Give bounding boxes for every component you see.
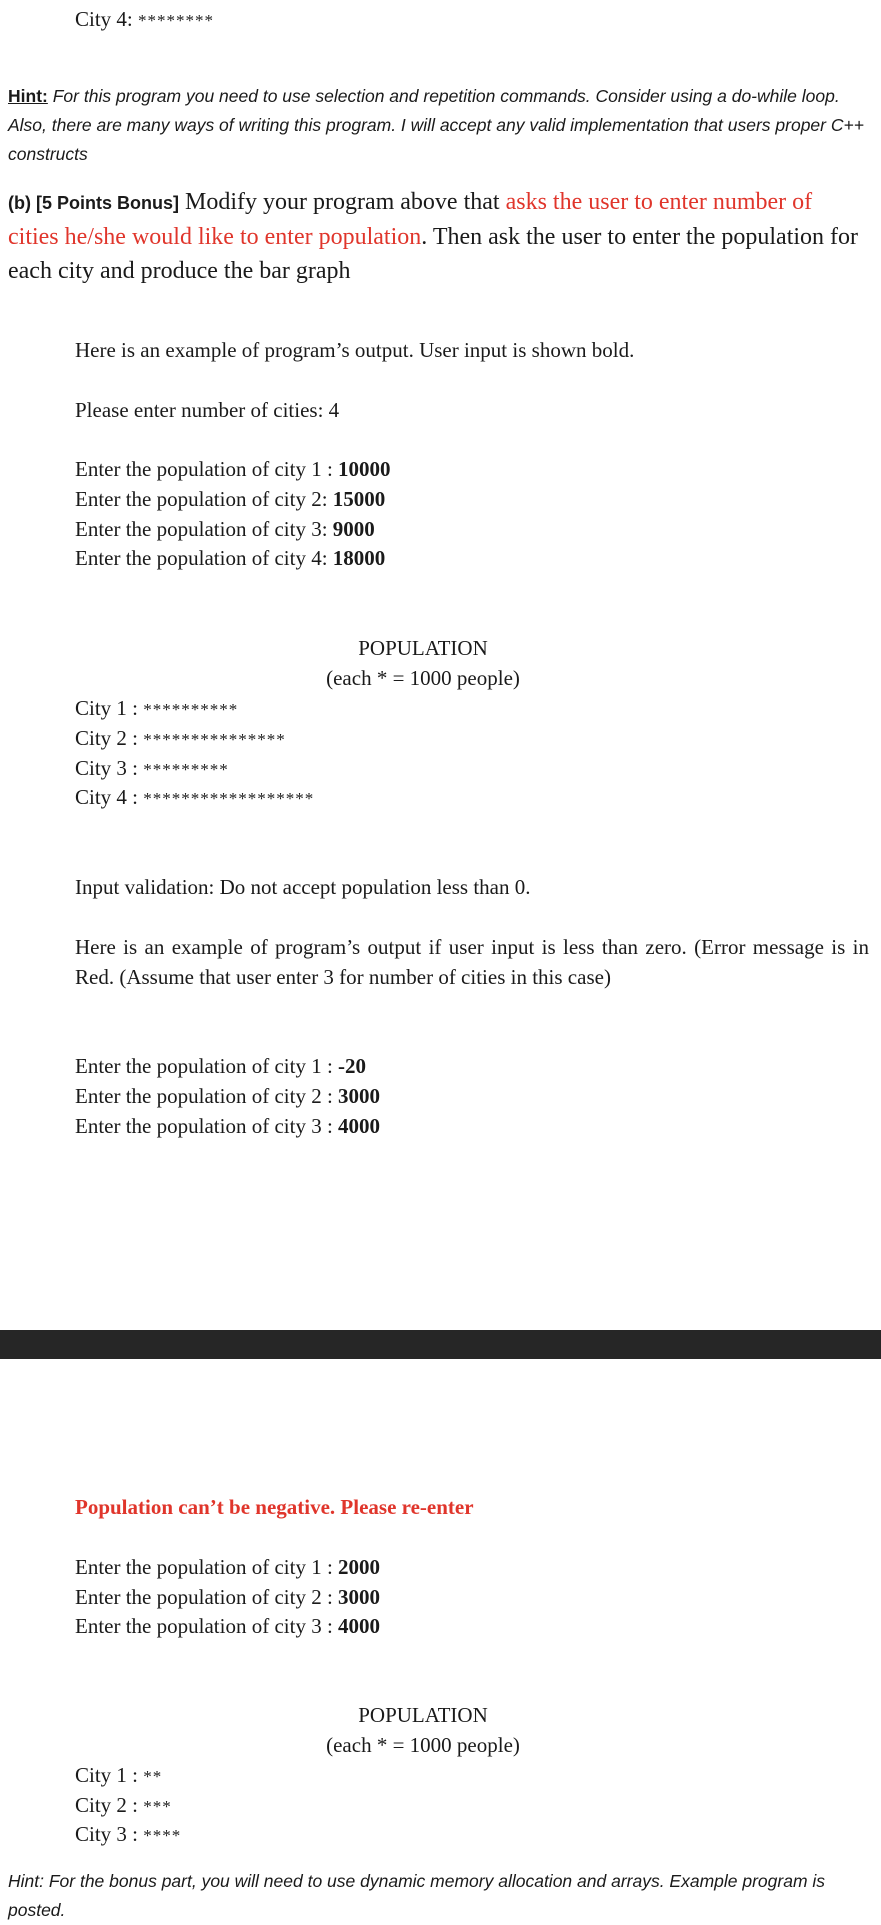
city-label: City 4: [75, 7, 133, 31]
hint-paragraph [8, 82, 874, 169]
bar-label: City 3 : [75, 756, 139, 780]
bar-label: City 2 : [75, 726, 139, 750]
bar-row [75, 1819, 181, 1851]
example-intro: Here is an example of program’s output. User input is shown bold. [75, 338, 635, 362]
input-label: Enter the population of city 2 : [75, 1084, 333, 1108]
input-line [75, 1111, 380, 1141]
bar-stars: *** [143, 1797, 172, 1816]
bar-label: City 2 : [75, 1793, 139, 1817]
bar-row [75, 753, 229, 785]
input-value: 18000 [332, 546, 386, 570]
hint-text: For this program you need to use selection and repetition commands. Consider using a do-while loop. Also, there are many ways of writing this program. I will accept any valid implementation that users proper C++ constructs [8, 86, 864, 164]
bar-row [75, 1760, 162, 1792]
input-value: 10000 [338, 457, 391, 481]
bar-stars: ******** [138, 11, 215, 30]
validation-rule: Input validation: Do not accept population less than 0. [75, 875, 531, 899]
input-label: Enter the population of city 2: [75, 487, 328, 511]
input-value: 3000 [338, 1585, 381, 1609]
input-label: Enter the population of city 3 : [75, 1614, 333, 1638]
bar-label: City 1 : [75, 1763, 139, 1787]
input-line [75, 454, 391, 484]
bar-row [75, 693, 238, 725]
input-value: 15000 [332, 487, 386, 511]
input-value: 4000 [338, 1614, 381, 1638]
bar-stars: ** [143, 1767, 163, 1786]
input-label: Enter the population of city 3: [75, 517, 328, 541]
input-label: Enter the population of city 1 : [75, 457, 333, 481]
bonus-hint: Hint: For the bonus part, you will need to use dynamic memory allocation and arrays. Example program is posted. [8, 1871, 826, 1920]
graph-subtitle: (each * = 1000 people) [326, 666, 520, 690]
input-line [75, 1051, 366, 1081]
input-line [75, 543, 385, 573]
bar-row [75, 782, 314, 814]
input-line [75, 514, 375, 544]
graph-title: POPULATION [358, 636, 488, 660]
input-line [75, 1552, 380, 1582]
bar-row [75, 723, 286, 755]
input-line [75, 1611, 380, 1641]
bar-stars: ****************** [143, 789, 315, 808]
bar-stars: ********* [143, 760, 229, 779]
input-line [75, 484, 385, 514]
validation-example-text: Here is an example of program’s output if user input is less than zero. (Error message is in Red. (Assume that user enter 3 for number of cities in this case) [75, 935, 869, 989]
part-b-paragraph [8, 185, 868, 288]
input-value: 2000 [338, 1555, 381, 1579]
input-label: Enter the population of city 1 : [75, 1054, 333, 1078]
input-line [75, 1081, 380, 1111]
bar-row [75, 1790, 172, 1822]
top-city-4-line [75, 4, 214, 36]
input-value: -20 [338, 1054, 367, 1078]
input-label: Enter the population of city 1 : [75, 1555, 333, 1579]
input-value: 9000 [332, 517, 375, 541]
graph-title: POPULATION [358, 1703, 488, 1727]
bar-stars: *************** [143, 730, 286, 749]
prompt-number-of-cities: Please enter number of cities: 4 [75, 398, 340, 422]
hint-label: Hint: [8, 86, 48, 106]
bar-label: City 3 : [75, 1822, 139, 1846]
bar-stars: ********** [143, 700, 239, 719]
input-value: 3000 [338, 1084, 381, 1108]
part-b-red-text: asks the user to enter number of cities he/she would like to enter population [8, 189, 813, 250]
bar-label: City 1 : [75, 696, 139, 720]
part-b-label: (b) [5 Points Bonus] [8, 193, 179, 213]
bar-label: City 4 : [75, 785, 139, 809]
input-label: Enter the population of city 2 : [75, 1585, 333, 1609]
input-line [75, 1582, 380, 1612]
input-label: Enter the population of city 3 : [75, 1114, 333, 1138]
input-value: 4000 [338, 1114, 381, 1138]
graph-subtitle: (each * = 1000 people) [326, 1733, 520, 1757]
part-b-text-1: Modify your program above that [184, 189, 500, 215]
page-divider [0, 1330, 881, 1359]
error-message: Population can’t be negative. Please re-enter [75, 1495, 474, 1519]
part-b-text-2: . Then ask the user to enter the population for each city and produce the bar graph [8, 224, 859, 284]
bar-stars: **** [143, 1826, 182, 1845]
input-label: Enter the population of city 4: [75, 546, 328, 570]
